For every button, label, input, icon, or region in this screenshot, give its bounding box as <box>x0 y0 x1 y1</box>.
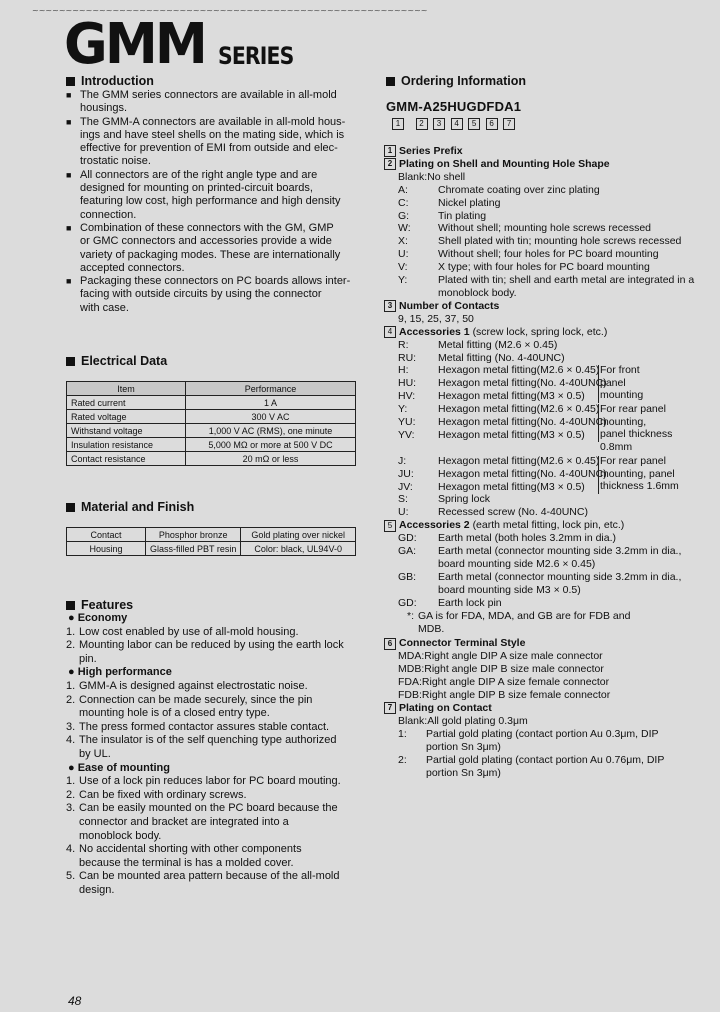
section-accessories-1: 4 Accessories 1 (screw lock, spring lock, etc.) <box>384 326 704 339</box>
page-title <box>64 12 307 77</box>
table-row: Contact Phosphor bronze Gold plating over nickel <box>67 528 356 542</box>
option-row: J: Hexagon metal fitting(M2.6 × 0.45) <box>398 454 600 467</box>
square-bullet-icon <box>66 357 75 366</box>
option-row: HU: Hexagon metal fitting(No. 4-40UNC) <box>398 377 607 390</box>
option-row: V: X type; with four holes for PC board mounting <box>398 261 650 274</box>
section-series-prefix: 1 Series Prefix <box>384 145 704 158</box>
square-bullet-icon <box>386 77 395 86</box>
intro-heading-text: Introduction <box>81 74 154 88</box>
option-row: U: Recessed screw (No. 4-40UNC) <box>398 506 588 519</box>
intro-list <box>66 89 356 315</box>
option-row: portion Sn 3μm) <box>426 766 501 779</box>
features-list: ● Economy 1. Low cost enabled by use of all-mold housing. 2. Mounting labor can be reduced by using the earth lock pin. ● High performance 1. GMM-A is designed against electrostatic noise. 2. Connection can be made securely, since the pin mounting hole is of a closed entry type. 3. The press formed contactor assures stable contact. 4. The insulator is of the self quenching type authorized by UL. ● Ease of mounting 1. Use of a lock pin reduces labor for PC board mouting. 2. Can be fixed with ordinary screws. 3. Can be easily mounted on the PC board because the connector and bracket are integrated into a monoblock body. 4. No accidental shorting with other components because the terminal is has a molded cover. 5. Can be mounted area pattern because of the all-mold design. <box>66 612 358 897</box>
option-row: monoblock body. <box>438 286 517 299</box>
material-table <box>66 527 356 556</box>
option-row: S: Spring lock <box>398 493 490 506</box>
option-row: YU: Hexagon metal fitting(No. 4-40UNC) <box>398 416 607 429</box>
option-row: portion Sn 3μm) <box>426 740 501 753</box>
feature-group-title: ● High performance <box>68 666 172 679</box>
feature-item: 2. Mounting labor can be reduced by using the earth lock <box>66 639 344 652</box>
option-row: W: Without shell; mounting hole screws recessed <box>398 222 652 235</box>
option-row: RU: Metal fitting (No. 4-40UNC) <box>398 351 565 364</box>
feature-item: 2. Can be fixed with ordinary screws. <box>66 788 247 801</box>
option-row: R: Metal fitting (M2.6 × 0.45) <box>398 338 558 351</box>
feature-item: 1. Use of a lock pin reduces labor for PC board mouting. <box>66 775 341 788</box>
option-row: JU: Hexagon metal fitting(No. 4-40UNC) <box>398 467 607 480</box>
material-heading: Material and Finish <box>66 500 194 514</box>
series-title: GMM <box>64 12 206 77</box>
intro-bullet: ■ Packaging these connectors on PC boards allows inter- facing with outside circuits by using the connector with case. <box>66 275 356 315</box>
ordering-details <box>384 145 704 779</box>
note-front-panel: For front panel mounting <box>600 363 644 402</box>
option-row: G: Tin plating <box>398 209 487 222</box>
table-row: Rated voltage 300 V AC <box>67 410 356 424</box>
header-noise-text: ~~~~~~~~~~~~~~~~~~~~~~~~~~~~~~~~~~~~~~~~~~~~~~~~~~~~~~~~~~~ <box>32 6 428 15</box>
option-row: MDB:Right angle DIP B size male connector <box>398 663 604 676</box>
option-row: Y: Hexagon metal fitting(M2.6 × 0.45) <box>398 403 600 416</box>
option-row: MDB. <box>418 622 445 635</box>
intro-bullet: ■ Combination of these connectors with the GM, GMP or GMC connectors and accessories provide a wide variety of packaging modes. These are internationally accepted connectors. <box>66 222 356 275</box>
table-row: Insulation resistance 5,000 MΩ or more at 500 V DC <box>67 438 356 452</box>
feature-item: 5. Can be mounted area pattern because of the all-mold <box>66 870 340 883</box>
option-row: 1: Partial gold plating (contact portion Au 0.3μm, DIP <box>398 727 659 740</box>
page-number: 48 <box>68 994 82 1008</box>
option-row: HV: Hexagon metal fitting(M3 × 0.5) <box>398 390 585 403</box>
feature-item: 1. GMM-A is designed against electrostatic noise. <box>66 679 308 692</box>
feature-group-title: ● Economy <box>68 612 128 624</box>
option-row: GD: Earth lock pin <box>398 596 502 609</box>
section-plating-contact: 7 Plating on Contact <box>384 702 704 715</box>
brace-rear <box>594 404 599 442</box>
option-row: GA: Earth metal (connector mounting side 3.2mm in dia., <box>398 545 682 558</box>
section-contacts: 3 Number of Contacts <box>384 300 704 313</box>
electrical-heading: Electrical Data <box>66 354 167 368</box>
section-plating-shell: 2 Plating on Shell and Mounting Hole Shape <box>384 158 704 171</box>
table-row: Contact resistance 20 mΩ or less <box>67 452 356 466</box>
note-rear-panel: For rear panel mounting, panel thickness 0.8mm <box>600 402 673 454</box>
electrical-table <box>66 381 356 466</box>
square-bullet-icon <box>66 503 75 512</box>
option-row: H: Hexagon metal fitting(M2.6 × 0.45) <box>398 364 600 377</box>
feature-item: 4. The insulator is of the self quenching type authorized <box>66 734 337 747</box>
brace-rear-2 <box>594 456 599 494</box>
feature-item: 4. No accidental shorting with other components <box>66 843 302 856</box>
option-row: GB: Earth metal (connector mounting side 3.2mm in dia., <box>398 570 682 583</box>
features-heading: Features <box>66 598 133 612</box>
feature-group-title: ● Ease of mounting <box>68 761 170 774</box>
option-row: board mounting side M2.6 × 0.45) <box>438 558 596 570</box>
option-row: YV: Hexagon metal fitting(M3 × 0.5) <box>398 428 585 441</box>
table-row: Rated current 1 A <box>67 396 356 410</box>
section-terminal-style: 6 Connector Terminal Style <box>384 637 704 650</box>
option-row: 2: Partial gold plating (contact portion Au 0.76μm, DIP <box>398 753 665 766</box>
part-code: GMM-A25HUGDFDA1 <box>386 99 522 114</box>
feature-item: 1. Low cost enabled by use of all-mold housing. <box>66 625 299 638</box>
option-row: C: Nickel plating <box>398 196 501 209</box>
square-bullet-icon <box>66 601 75 610</box>
note-rear-panel-2: For rear panel mounting, panel thickness 1.6mm <box>600 454 679 493</box>
ordering-heading: Ordering Information <box>386 74 526 88</box>
table-row: Withstand voltage 1,000 V AC (RMS), one minute <box>67 424 356 438</box>
table-header-row: Item Performance <box>67 382 356 396</box>
option-row: Blank:All gold plating 0.3μm <box>398 714 528 727</box>
part-code-digits: 1 2 3 4 5 6 7 <box>392 118 518 130</box>
option-row: *: GA is for FDA, MDA, and GB are for FDB and <box>406 609 631 622</box>
option-row: board mounting side M3 × 0.5) <box>438 583 581 596</box>
option-row: FDB:Right angle DIP B size female connector <box>398 689 611 702</box>
option-row: X: Shell plated with tin; mounting hole screws recessed <box>398 235 682 248</box>
table-row: Housing Glass-filled PBT resin Color: black, UL94V-0 <box>67 542 356 556</box>
intro-bullet: ■ The GMM series connectors are available in all-mold housings. <box>66 89 356 116</box>
contacts-values: 9, 15, 25, 37, 50 <box>398 312 474 325</box>
square-bullet-icon <box>66 77 75 86</box>
intro-bullet: ■ The GMM-A connectors are available in all-mold hous- ings and have steel shells on the mating side, which is effective for prevention of EMI from outside and elec- trostatic noise. <box>66 116 356 169</box>
option-row: MDA:Right angle DIP A size male connector <box>398 650 603 663</box>
section-accessories-2: 5 Accessories 2 (earth metal fitting, lock pin, etc.) <box>384 519 704 532</box>
feature-item: 2. Connection can be made securely, since the pin <box>66 693 313 706</box>
series-label: SERIES <box>218 42 294 70</box>
option-row: JV: Hexagon metal fitting(M3 × 0.5) <box>398 480 585 493</box>
option-row: U: Without shell; four holes for PC board mounting <box>398 248 659 261</box>
accessories-1-list <box>384 339 704 520</box>
feature-item: 3. Can be easily mounted on the PC board because the <box>66 802 338 815</box>
option-row: GD: Earth metal (both holes 3.2mm in dia.) <box>398 532 616 545</box>
option-row: Blank:No shell <box>398 170 466 183</box>
option-row: FDA:Right angle DIP A size female connector <box>398 676 610 689</box>
option-row: A: Chromate coating over zinc plating <box>398 183 600 196</box>
intro-heading <box>66 74 154 88</box>
feature-item: 3. The press formed contactor assures stable contact. <box>66 720 330 733</box>
option-row: Y: Plated with tin; shell and earth metal are integrated in a <box>398 274 695 287</box>
brace-front <box>594 365 599 403</box>
intro-bullet: ■ All connectors are of the right angle type and are designed for mounting on printed-circuit boards, featuring low cost, high performance and high density connection. <box>66 169 356 222</box>
